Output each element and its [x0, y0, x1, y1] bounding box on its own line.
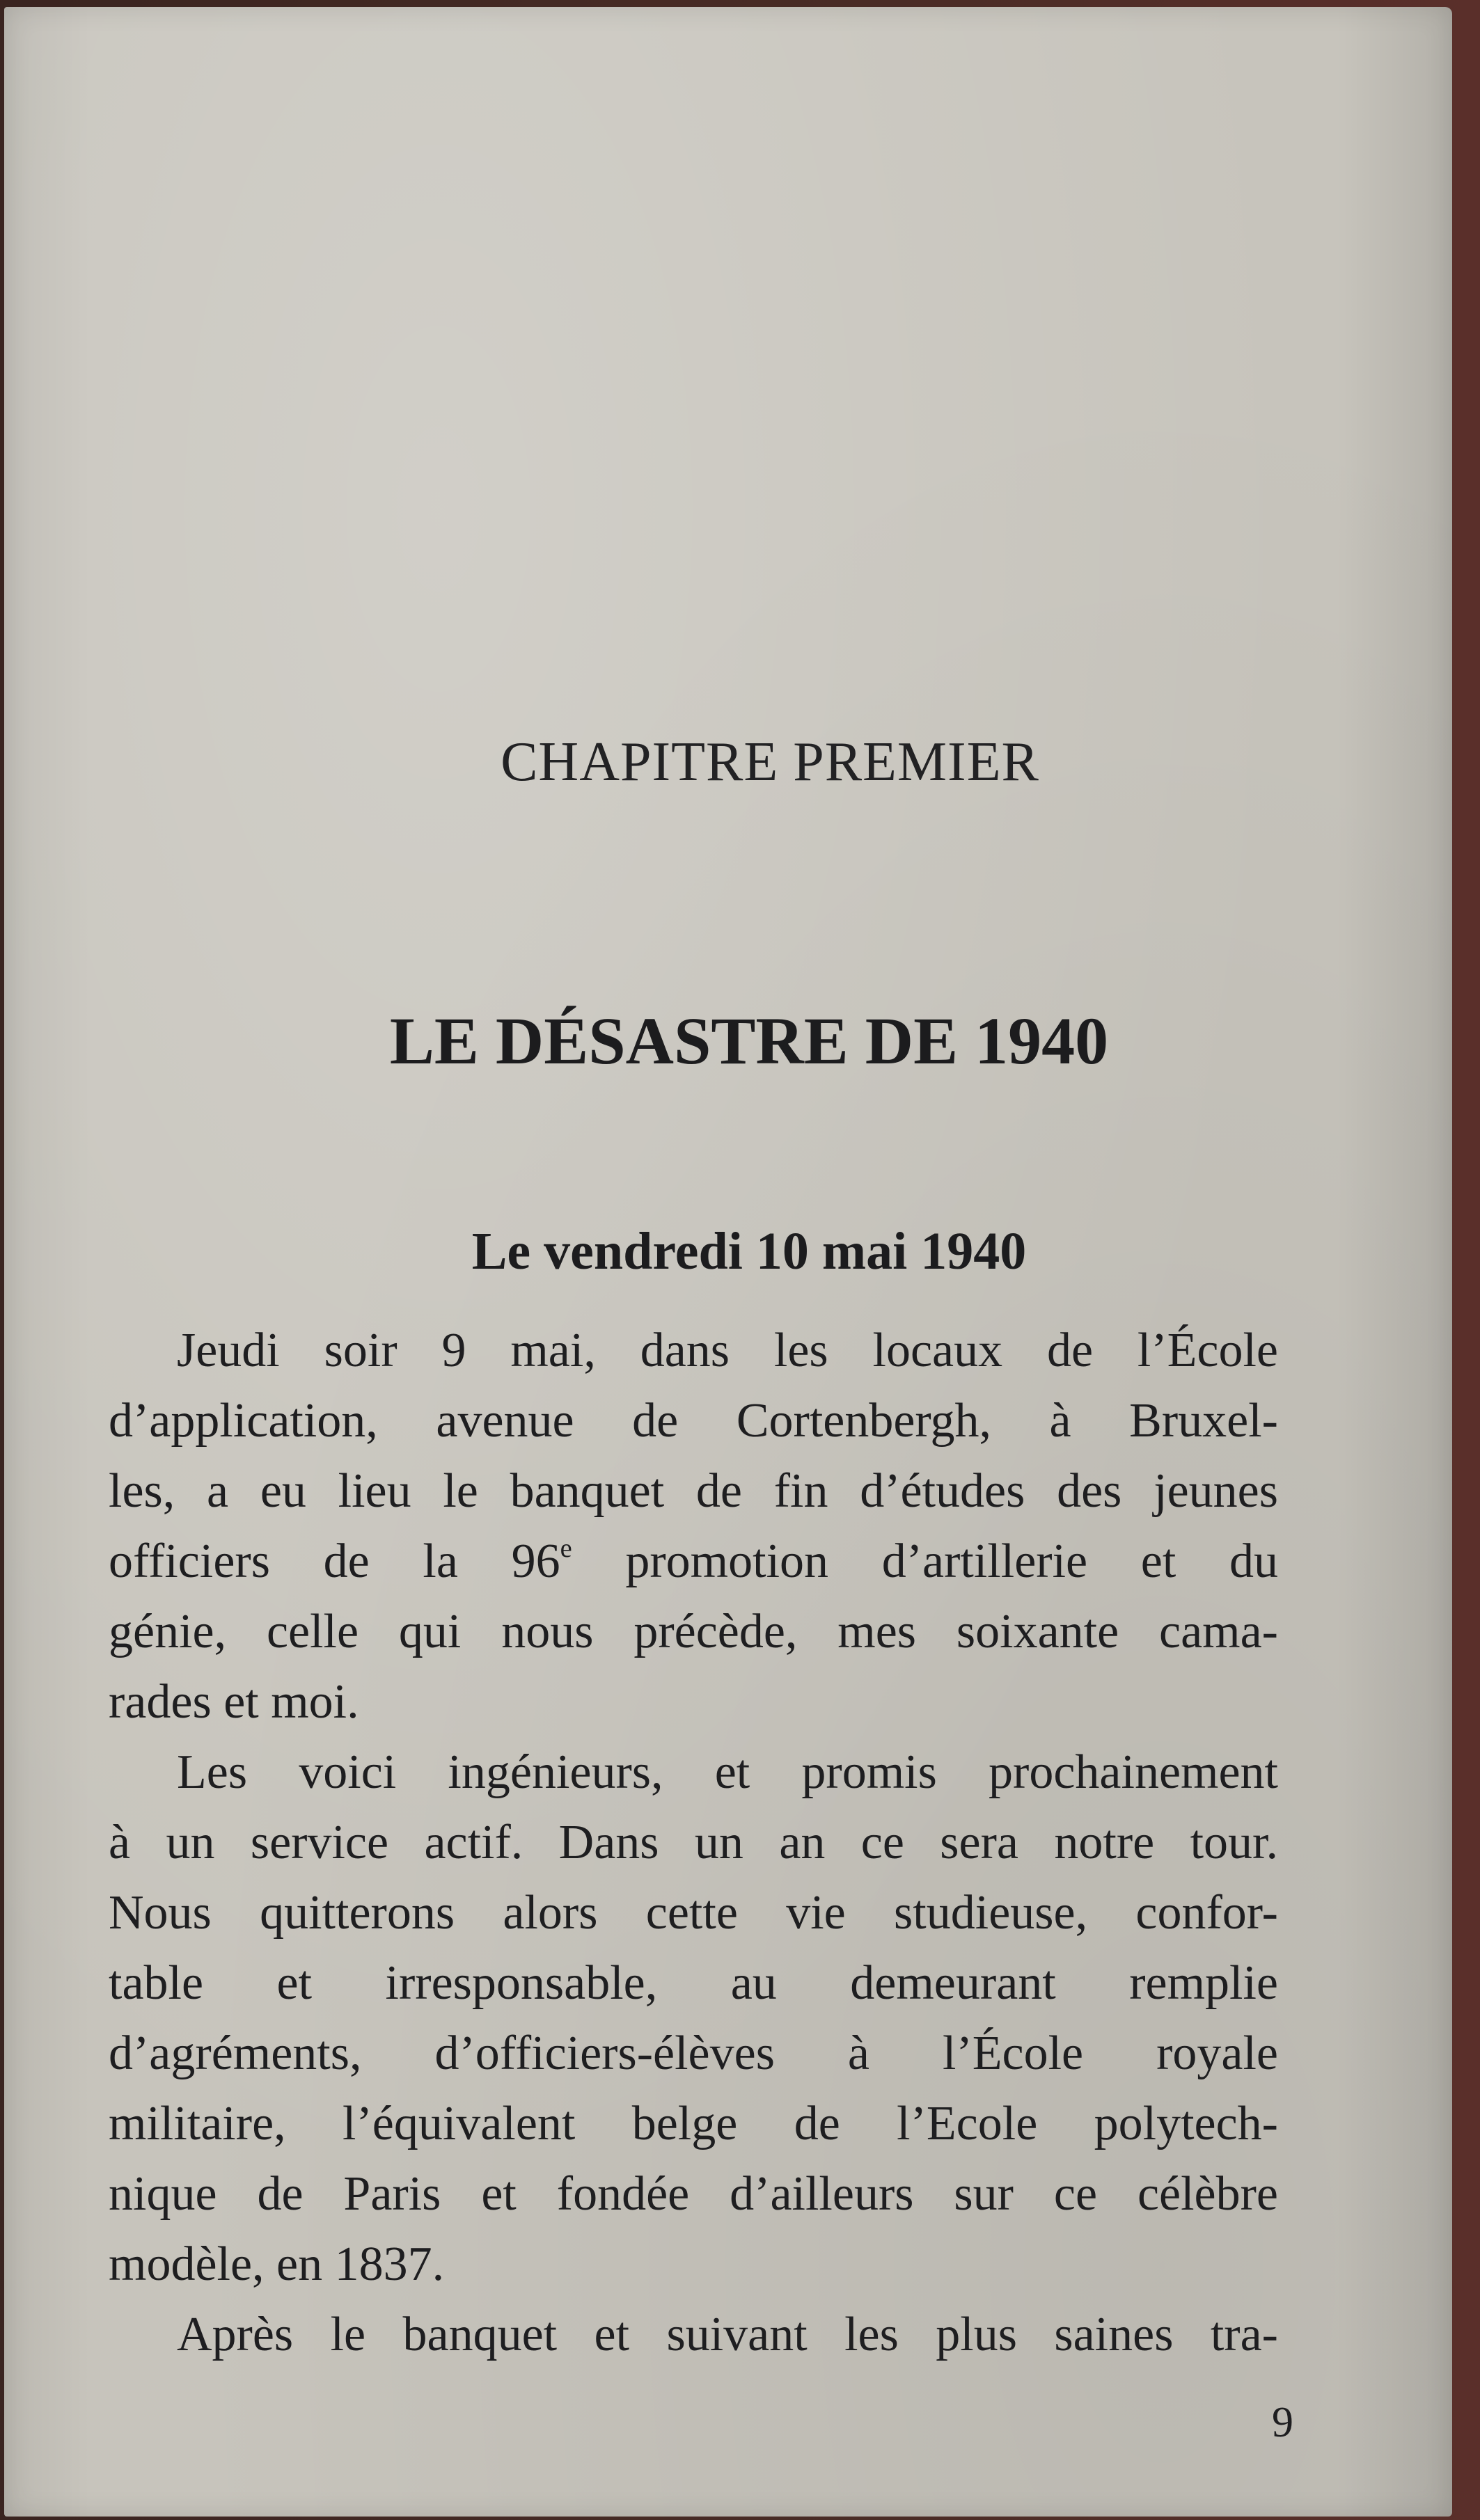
text-line: Les voici ingénieurs, et promis prochainement [177, 1745, 1278, 1799]
text-line: Après le banquet et suivant les plus saines tra- [177, 2308, 1278, 2361]
text-line [109, 1526, 1278, 1596]
page-number: 9 [1272, 2399, 1293, 2446]
body-text [109, 1315, 1278, 2370]
text-line: à un service actif. Dans un an ce sera notre tour. [109, 1816, 1278, 1869]
chapter-label: CHAPITRE PREMIER [501, 731, 1039, 793]
text-line: Jeudi soir 9 mai, dans les locaux de l’École [177, 1324, 1278, 1377]
text-line: militaire, l’équivalent belge de l’Ecole polytech- [109, 2097, 1278, 2150]
text-line: d’agréments, d’officiers-élèves à l’École royale [109, 2027, 1278, 2080]
text-line: nique de Paris et fondée d’ailleurs sur ce célèbre [109, 2167, 1278, 2221]
text-fragment: officiers de la 96 [109, 1535, 560, 1588]
text-line: rades et moi. [109, 1675, 359, 1729]
text-line: d’application, avenue de Cortenbergh, à Bruxel- [109, 1394, 1278, 1448]
chapter-title: LE DÉSASTRE DE 1940 [389, 1004, 1109, 1078]
text-line: modèle, en 1837. [109, 2237, 445, 2291]
book-page [4, 7, 1452, 2517]
text-line: génie, celle qui nous précède, mes soixante cama- [109, 1605, 1278, 1658]
text-fragment: promotion d’artillerie et du [572, 1535, 1278, 1588]
text-line: les, a eu lieu le banquet de fin d’études des jeunes [109, 1464, 1278, 1518]
section-heading: Le vendredi 10 mai 1940 [471, 1222, 1027, 1281]
text-line: Nous quitterons alors cette vie studieuse, confor- [109, 1886, 1278, 1940]
text-line: table et irresponsable, au demeurant remplie [109, 1956, 1278, 2010]
ordinal-superscript: e [560, 1534, 572, 1564]
